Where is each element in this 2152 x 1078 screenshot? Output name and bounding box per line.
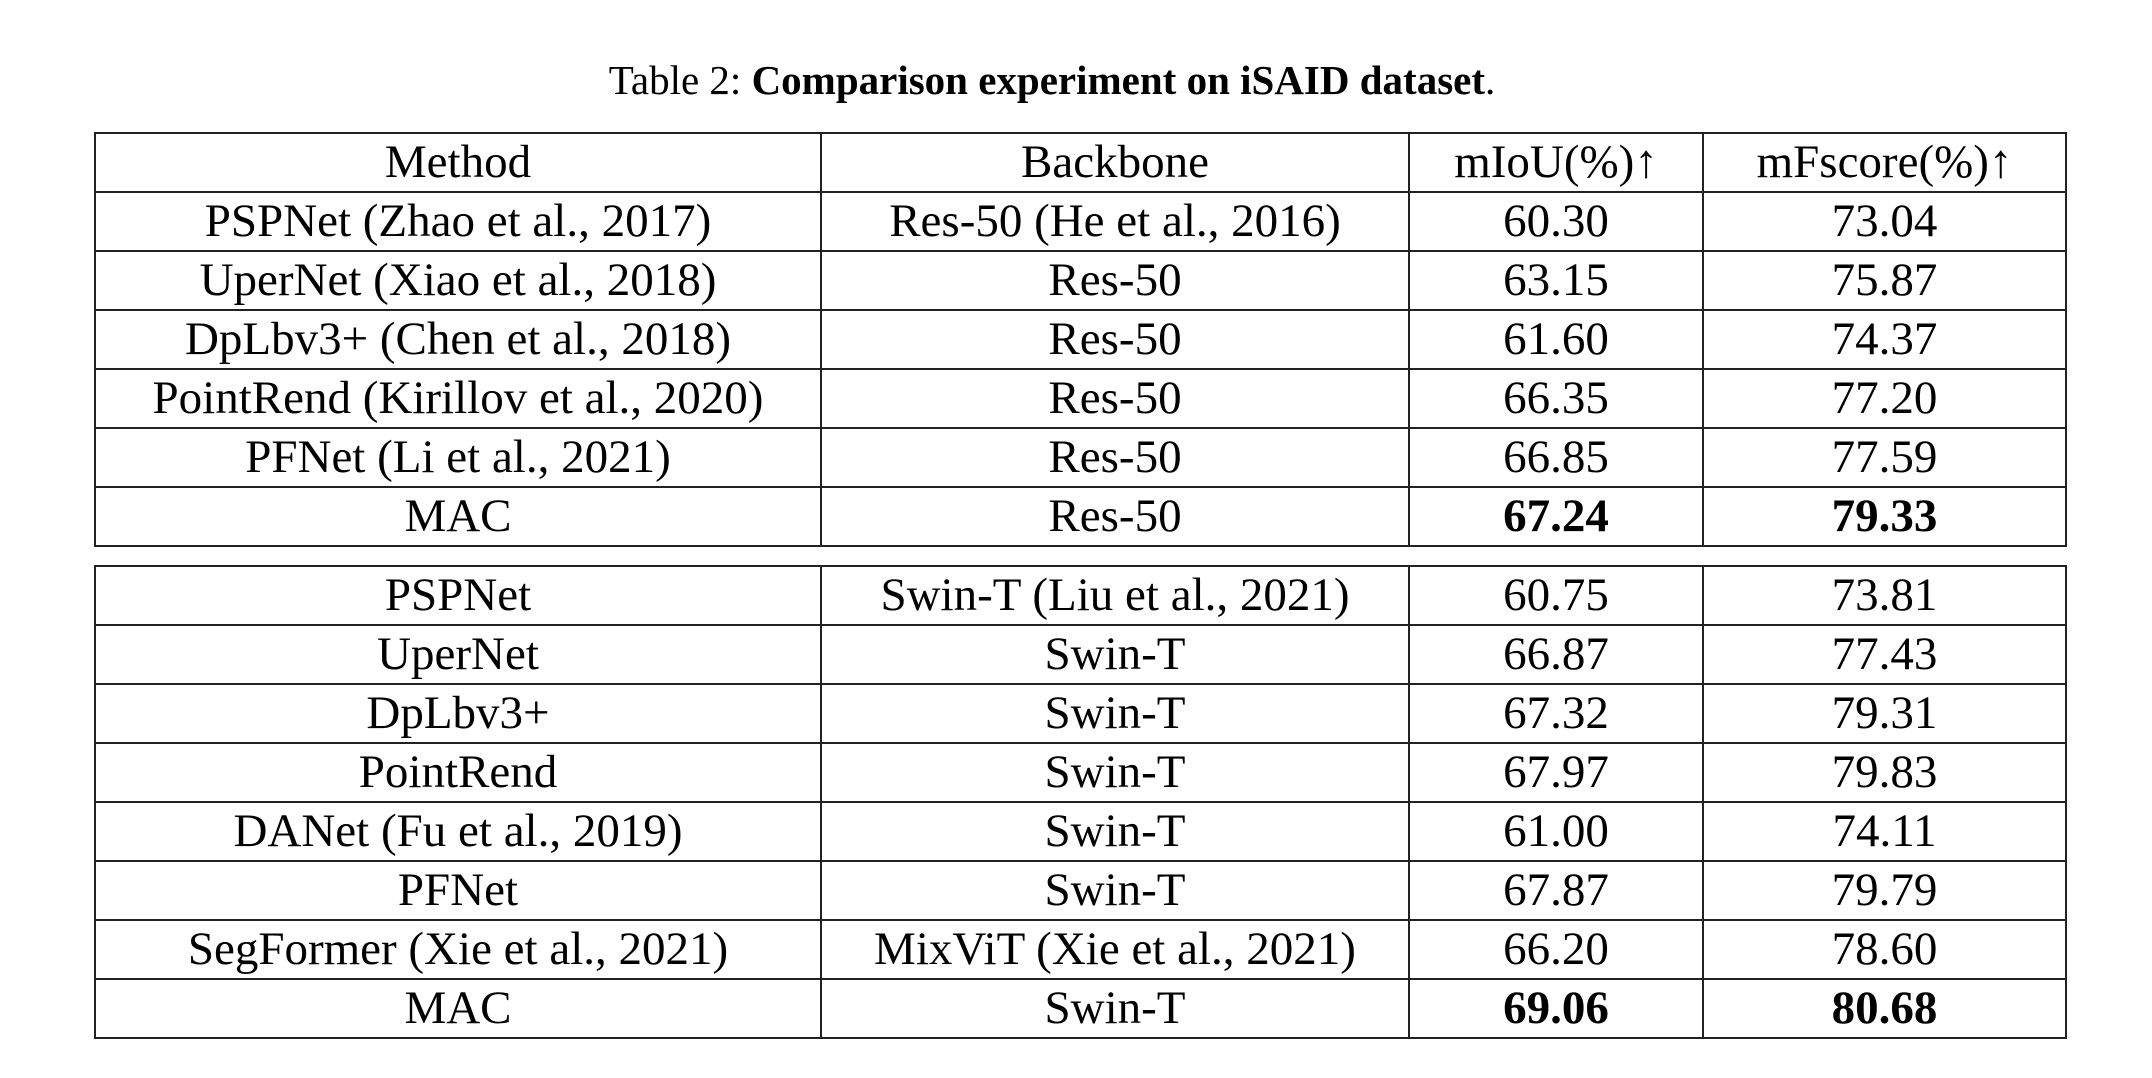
header-mfscore: mFscore(%)↑: [1703, 133, 2066, 192]
caption-end: .: [1485, 57, 1496, 103]
cell-mfscore: 78.60: [1703, 920, 2066, 979]
results-table-swin: [94, 565, 2067, 1039]
table-row-best: [95, 487, 2066, 546]
header-method: Method: [95, 133, 821, 192]
cell-mfscore-best: 79.33: [1703, 487, 2066, 546]
cell-mfscore: 77.59: [1703, 428, 2066, 487]
cell-method: MAC: [95, 979, 821, 1038]
cell-method: UperNet (Xiao et al., 2018): [95, 251, 821, 310]
cell-mfscore: 77.43: [1703, 625, 2066, 684]
cell-mfscore: 79.31: [1703, 684, 2066, 743]
table-row: [95, 251, 2066, 310]
cell-method: PointRend: [95, 743, 821, 802]
cell-miou: 67.32: [1409, 684, 1703, 743]
table-row: [95, 192, 2066, 251]
table-row: [95, 920, 2066, 979]
table-row: [95, 802, 2066, 861]
table-row: [95, 566, 2066, 625]
cell-backbone: MixViT (Xie et al., 2021): [821, 920, 1409, 979]
cell-miou: 63.15: [1409, 251, 1703, 310]
cell-backbone: Res-50: [821, 428, 1409, 487]
cell-miou: 61.60: [1409, 310, 1703, 369]
table-row: [95, 684, 2066, 743]
cell-mfscore: 73.81: [1703, 566, 2066, 625]
cell-method: DANet (Fu et al., 2019): [95, 802, 821, 861]
cell-backbone: Swin-T: [821, 625, 1409, 684]
cell-miou: 67.97: [1409, 743, 1703, 802]
cell-mfscore-best: 80.68: [1703, 979, 2066, 1038]
cell-miou: 60.30: [1409, 192, 1703, 251]
cell-method: PFNet (Li et al., 2021): [95, 428, 821, 487]
cell-miou: 66.87: [1409, 625, 1703, 684]
cell-method: PSPNet (Zhao et al., 2017): [95, 192, 821, 251]
cell-backbone: Res-50: [821, 310, 1409, 369]
cell-backbone: Swin-T: [821, 684, 1409, 743]
cell-mfscore: 79.83: [1703, 743, 2066, 802]
cell-miou: 60.75: [1409, 566, 1703, 625]
table-row: [95, 625, 2066, 684]
cell-method: PSPNet: [95, 566, 821, 625]
table-row: [95, 861, 2066, 920]
cell-backbone: Swin-T: [821, 802, 1409, 861]
header-miou: mIoU(%)↑: [1409, 133, 1703, 192]
cell-mfscore: 74.37: [1703, 310, 2066, 369]
table-caption: [0, 52, 2104, 108]
table-row: [95, 428, 2066, 487]
cell-mfscore: 77.20: [1703, 369, 2066, 428]
cell-method: DpLbv3+ (Chen et al., 2018): [95, 310, 821, 369]
cell-miou: 67.87: [1409, 861, 1703, 920]
cell-mfscore: 79.79: [1703, 861, 2066, 920]
caption-title: Comparison experiment on iSAID dataset: [751, 57, 1486, 103]
cell-method: PointRend (Kirillov et al., 2020): [95, 369, 821, 428]
cell-backbone: Res-50: [821, 369, 1409, 428]
cell-miou: 66.35: [1409, 369, 1703, 428]
cell-miou: 61.00: [1409, 802, 1703, 861]
cell-backbone: Swin-T: [821, 861, 1409, 920]
cell-miou-best: 69.06: [1409, 979, 1703, 1038]
cell-method: MAC: [95, 487, 821, 546]
cell-backbone: Res-50: [821, 251, 1409, 310]
header-backbone: Backbone: [821, 133, 1409, 192]
cell-method: UperNet: [95, 625, 821, 684]
cell-miou-best: 67.24: [1409, 487, 1703, 546]
cell-miou: 66.85: [1409, 428, 1703, 487]
caption-label: Table 2:: [608, 57, 742, 103]
cell-backbone: Res-50 (He et al., 2016): [821, 192, 1409, 251]
cell-mfscore: 73.04: [1703, 192, 2066, 251]
results-table-resnet: [94, 132, 2067, 547]
table-row: [95, 310, 2066, 369]
header-row: [95, 133, 2066, 192]
cell-backbone: Swin-T: [821, 979, 1409, 1038]
cell-method: SegFormer (Xie et al., 2021): [95, 920, 821, 979]
cell-method: PFNet: [95, 861, 821, 920]
table-row-best: [95, 979, 2066, 1038]
table-row: [95, 369, 2066, 428]
cell-mfscore: 74.11: [1703, 802, 2066, 861]
table-row: [95, 743, 2066, 802]
cell-method: DpLbv3+: [95, 684, 821, 743]
cell-backbone: Res-50: [821, 487, 1409, 546]
cell-miou: 66.20: [1409, 920, 1703, 979]
cell-backbone: Swin-T: [821, 743, 1409, 802]
cell-backbone: Swin-T (Liu et al., 2021): [821, 566, 1409, 625]
cell-mfscore: 75.87: [1703, 251, 2066, 310]
